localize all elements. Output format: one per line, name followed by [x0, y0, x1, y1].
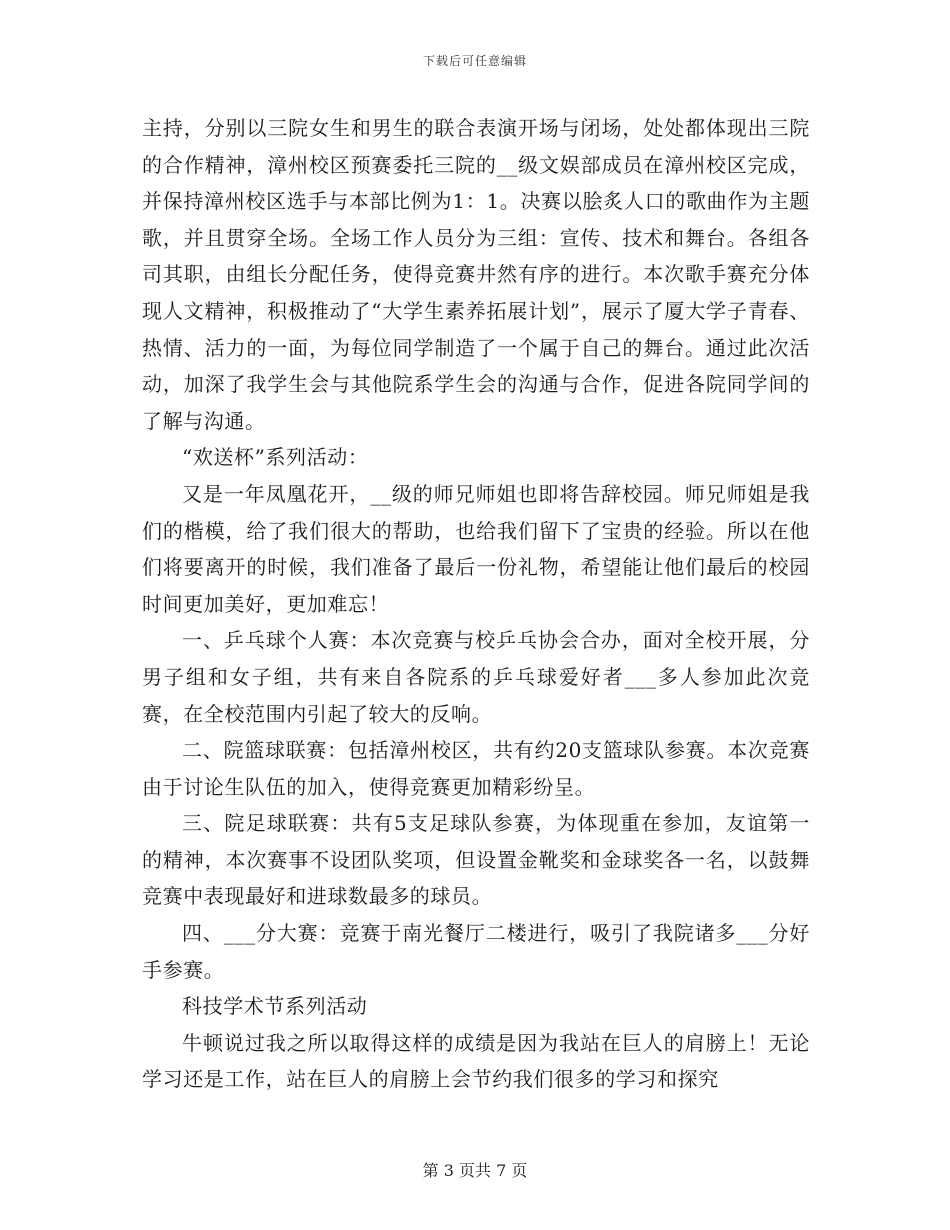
document-body	[142, 110, 810, 1098]
paragraph-singer-contest-continued: 主持，分别以三院女生和男生的联合表演开场与闭场，处处都体现出三院的合作精神，漳州校区预赛委托三院的__级文娱部成员在漳州校区完成，并保持漳州校区选手与本部比例为1：1。决赛以脍炙人口的歌曲作为主题歌，并且贯穿全场。全场工作人员分为三组：宣传、技术和舞台。各组各司其职，由组长分配任务，使得竞赛井然有序的进行。本次歌手赛充分体现人文精神，积极推动了“大学生素养拓展计划”，展示了厦大学子青春、热情、活力的一面，为每位同学制造了一个属于自己的舞台。通过此次活动，加深了我学生会与其他院系学生会的沟通与合作，促进各院同学间的了解与沟通。	[142, 116, 810, 433]
paragraph-football: 三、院足球联赛：共有5支足球队参赛，为体现重在参加，友谊第一的精神，本次赛事不设团队奖项，但设置金靴奖和金球奖各一名，以鼓舞竞赛中表现最好和进球数最多的球员。	[142, 811, 810, 909]
section-heading-farewell-cup: “欢送杯”系列活动：	[182, 445, 369, 470]
page-number-footer: 第 3 页共 7 页	[422, 1161, 528, 1180]
paragraph-basketball: 二、院篮球联赛：包括漳州校区，共有约20支篮球队参赛。本次竞赛由于讨论生队伍的加入，使得竞赛更加精彩纷呈。	[142, 738, 810, 799]
page-header-note: 下载后可任意编辑	[422, 54, 527, 68]
paragraph-newton-quote: 牛顿说过我之所以取得这样的成绩是因为我站在巨人的肩膀上！无论学习还是工作，站在巨人的肩膀上会节约我们很多的学习和探究	[142, 1030, 810, 1092]
paragraph-table-tennis: 一、乒乓球个人赛：本次竞赛与校乒乓协会合办，面对全校开展，分男子组和女子组，共有来自各院系的乒乓球爱好者___多人参加此次竞赛，在全校范围内引起了较大的反响。	[142, 628, 810, 726]
section-heading-science-festival: 科技学术节系列活动	[182, 994, 368, 1019]
paragraph-farewell-intro: 又是一年凤凰花开，__级的师兄师姐也即将告辞校园。师兄师姐是我们的楷模，给了我们很大的帮助，也给我们留下了宝贵的经验。所以在他们将要离开的时候，我们准备了最后一份礼物，希望能让他们最后的校园时间更加美好，更加难忘！	[142, 481, 810, 616]
paragraph-points-contest: 四、___分大赛：竞赛于南光餐厅二楼进行，吸引了我院诸多___分好手参赛。	[142, 921, 810, 982]
